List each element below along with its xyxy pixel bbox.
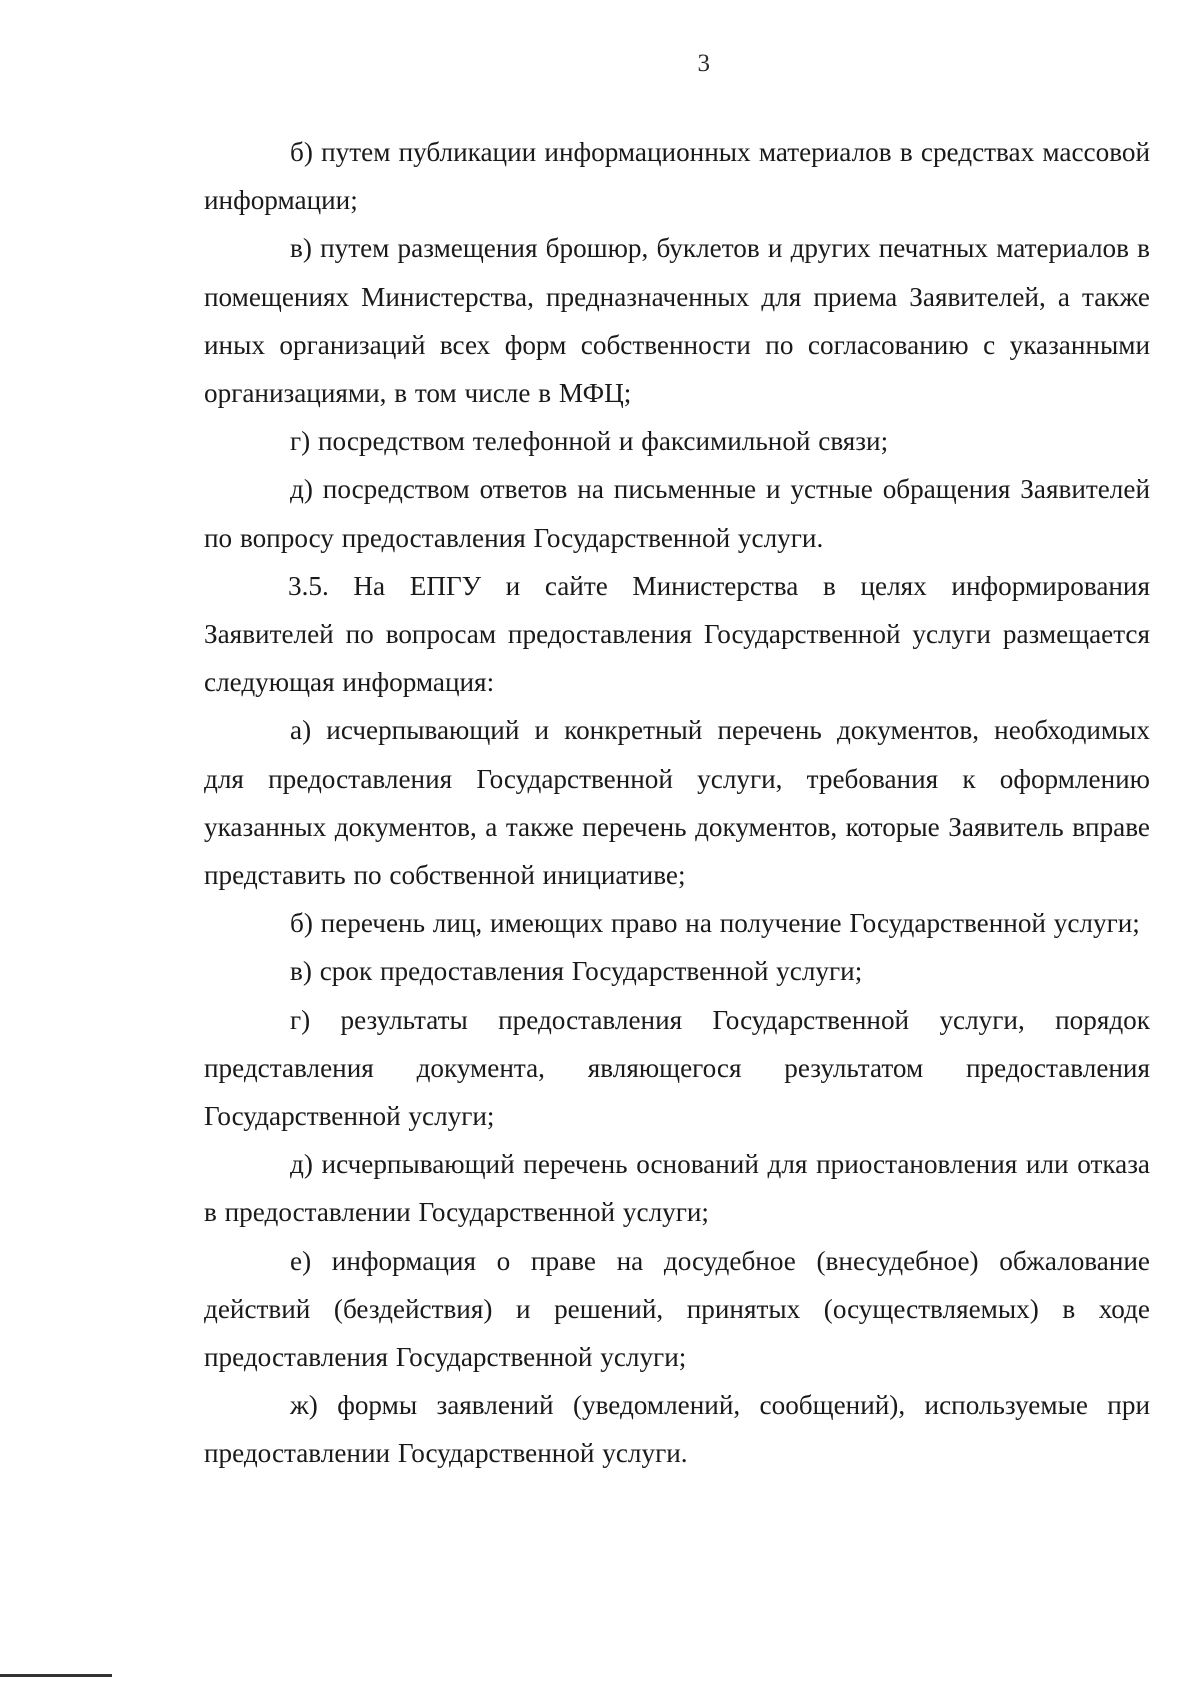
page-number: 3 [697,50,711,77]
paragraph-zh-forms: ж) формы заявлений (уведомлений, сообщений), используемые при предоставлении Государственной услуги. [204,1390,1150,1469]
paragraph-section-3-5: 3.5. На ЕПГУ и сайте Министерства в целях информирования Заявителей по вопросам предоставления Государственной услуги размещается следующая информация: [204,570,1150,698]
paragraph-v-brochures: в) путем размещения брошюр, буклетов и других печатных материалов в помещениях Министерства, предназначенных для приема Заявителей, а также иных организаций всех форм собственности по согласованию с указанными организациями, в том числе в МФЦ; [204,233,1150,409]
paragraph-g-phone: г) посредством телефонной и факсимильной связи; [290,426,889,457]
paragraph-d-grounds: д) исчерпывающий перечень оснований для приостановления или отказа в предоставлении Государственной услуги; [204,1149,1150,1228]
paragraph-v-term: в) срок предоставления Государственной услуги; [290,956,863,987]
paragraph-a-documents: а) исчерпывающий и конкретный перечень документов, необходимых для предоставления Государственной услуги, требования к оформлению указанных документов, а также перечень документов, которые Заявитель вправе представить по собственной инициативе; [204,715,1150,891]
footer-rule [0,1674,112,1677]
paragraph-e-appeal: е) информация о праве на досудебное (внесудебное) обжалование действий (бездействия) и решений, принятых (осуществляемых) в ходе предоставления Государственной услуги; [204,1245,1150,1373]
paragraph-g-results: г) результаты предоставления Государственной услуги, порядок представления документа, являющегося результатом предоставления Государственной услуги; [204,1004,1150,1132]
paragraph-b-media: б) путем публикации информационных материалов в средствах массовой информации; [204,137,1150,216]
paragraph-d-answers: д) посредством ответов на письменные и устные обращения Заявителей по вопросу предоставления Государственной услуги. [204,474,1150,553]
paragraph-b-persons: б) перечень лиц, имеющих право на получение Государственной услуги; [290,908,1140,939]
document-body [204,128,1150,1478]
